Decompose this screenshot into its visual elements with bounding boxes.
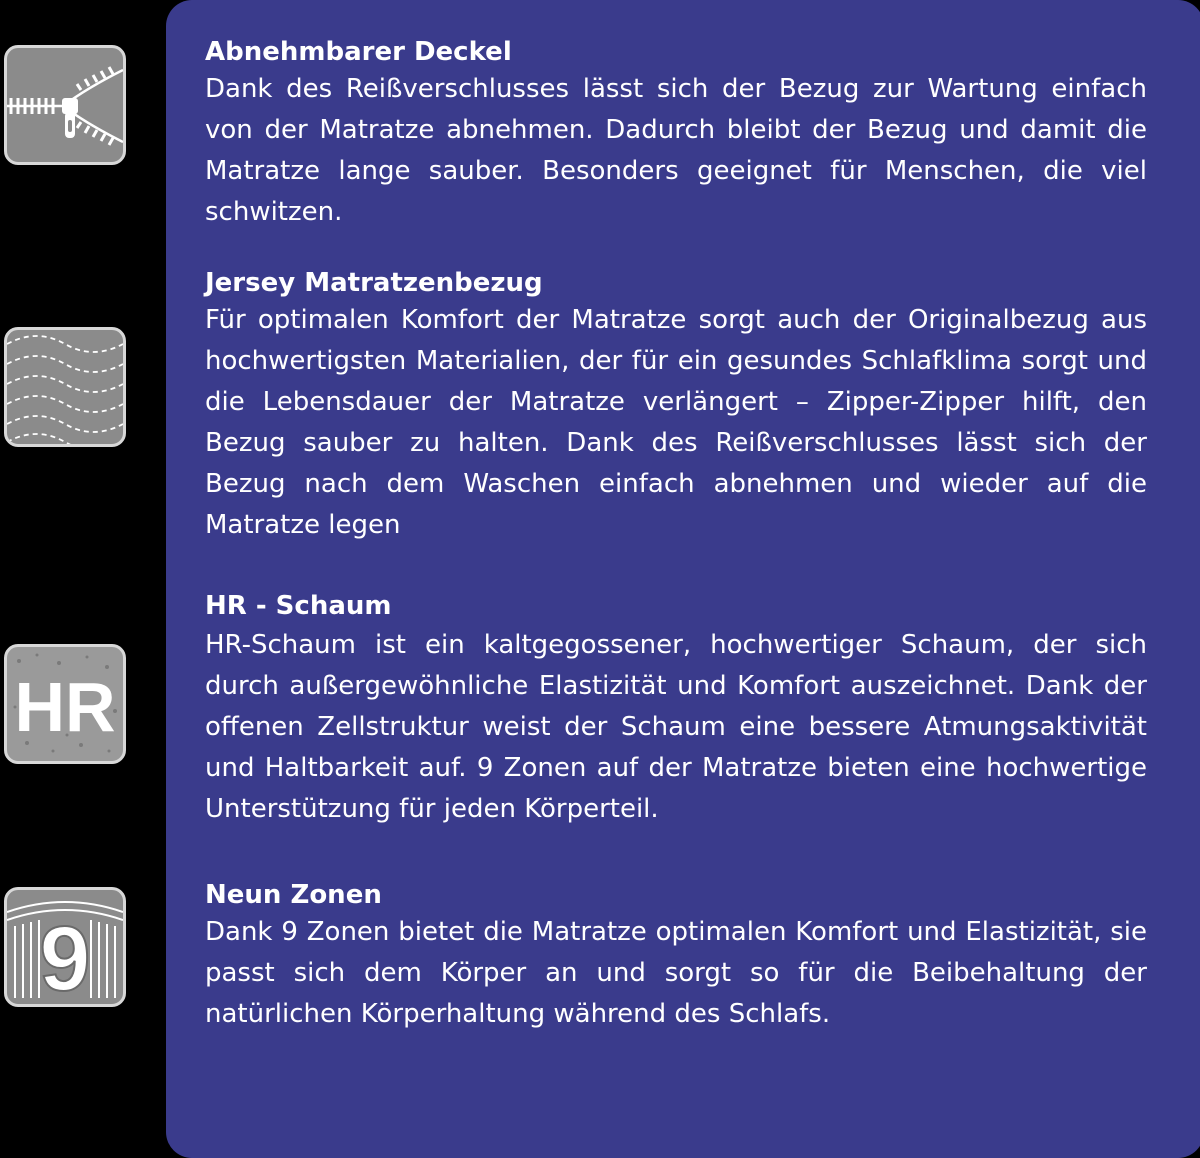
section-jersey-cover: [205, 267, 1147, 546]
section-hr-foam: [205, 590, 1147, 830]
hr-icon-label: HR: [14, 668, 116, 746]
section-title: HR - Schaum: [205, 591, 392, 621]
section-title: Neun Zonen: [205, 880, 382, 910]
zones-icon-label: 9: [39, 908, 91, 1004]
fabric-wave-icon: [4, 327, 126, 447]
section-text: Für optimalen Komfort der Matratze sorgt auch der Originalbezug aus hochwertigsten Materialien, der für ein gesundes Schlafklima sorgt und die Lebensdauer der Matratze verlängert – Zipper-Zipper hilft, den Bezug sauber zu halten. Dank des Reißverschlusses lässt sich der Bezug nach dem Waschen einfach abnehmen und wieder auf die Matratze legen: [205, 305, 1147, 540]
nine-zones-icon: [4, 887, 126, 1007]
section-text: Dank 9 Zonen bietet die Matratze optimalen Komfort und Elastizität, sie passt sich dem Körper an und sorgt so für die Beibehaltung der natürlichen Körperhaltung während des Schlafs.: [205, 917, 1147, 1029]
zipper-icon: [4, 45, 126, 165]
hr-foam-icon: [4, 644, 126, 764]
section-title: Abnehmbarer Deckel: [205, 37, 512, 67]
section-removable-cover: [205, 36, 1147, 233]
section-title: Jersey Matratzenbezug: [205, 268, 543, 298]
section-text: Dank des Reißverschlusses lässt sich der Bezug zur Wartung einfach von der Matratze abnehmen. Dadurch bleibt der Bezug und damit die Matratze lange sauber. Besonders geeignet für Menschen, die viel schwitzen.: [205, 74, 1147, 227]
section-nine-zones: [205, 879, 1147, 1035]
section-text: HR-Schaum ist ein kaltgegossener, hochwertiger Schaum, der sich durch außergewöhnliche Elastizität und Komfort auszeichnet. Dank der offenen Zellstruktur weist der Schaum eine bessere Atmungsaktivität und Haltbarkeit auf. 9 Zonen auf der Matratze bieten eine hochwertige Unterstützung für jeden Körperteil.: [205, 630, 1147, 824]
